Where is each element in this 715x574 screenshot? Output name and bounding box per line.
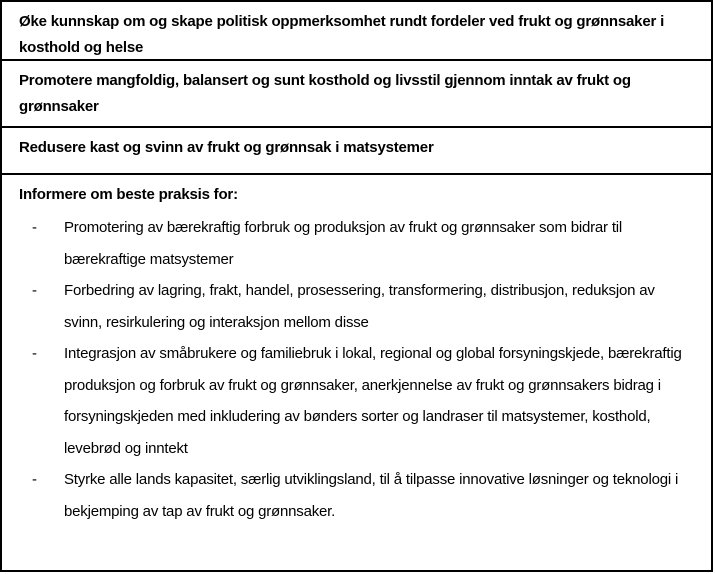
table-row-goal-2 xyxy=(2,61,711,128)
dash-bullet-marker: - xyxy=(32,219,37,236)
table-row-best-practices xyxy=(2,175,711,570)
list-item-text: Promotering av bærekraftig forbruk og produksjon av frukt og grønnsaker som bidrar til bærekraftige matsystemer xyxy=(64,219,623,268)
table-row-goal-3 xyxy=(2,128,711,175)
dash-bullet-marker: - xyxy=(32,345,37,362)
goal-text-2: Promotere mangfoldig, balansert og sunt kosthold og livsstil gjennom inntak av frukt og grønnsaker xyxy=(19,72,631,115)
list-item xyxy=(19,464,701,527)
dash-bullet-marker: - xyxy=(32,282,37,299)
table-row-goal-1 xyxy=(2,2,711,61)
goal-text-3: Redusere kast og svinn av frukt og grønnsak i matsystemer xyxy=(19,139,434,156)
list-item xyxy=(19,338,701,464)
list-item xyxy=(19,212,701,275)
dash-bullet-marker: - xyxy=(32,471,37,488)
goal-text-1: Øke kunnskap om og skape politisk oppmerksomhet rundt fordeler ved frukt og grønnsaker i kosthold og helse xyxy=(19,13,665,56)
list-item-text: Forbedring av lagring, frakt, handel, prosessering, transformering, distribusjon, reduksjon av svinn, resirkulering og interaksjon mellom disse xyxy=(64,282,655,331)
list-item-text: Integrasjon av småbrukere og familiebruk i lokal, regional og global forsyningskjede, bærekraftig produksjon og forbruk av frukt og grønnsaker, anerkjennelse av frukt og grønnsakers bidrag i forsyningskjeden med inkludering av bønders sorter og landraser til matsystemer, kosthold, levebrød og inntekt xyxy=(64,345,682,457)
list-item xyxy=(19,275,701,338)
list-item-text: Styrke alle lands kapasitet, særlig utviklingsland, til å tilpasse innovative løsninger og teknologi i bekjemping av tap av frukt og grønnsaker. xyxy=(64,471,679,520)
best-practices-heading: Informere om beste praksis for: xyxy=(19,186,238,203)
best-practices-list xyxy=(19,212,701,527)
